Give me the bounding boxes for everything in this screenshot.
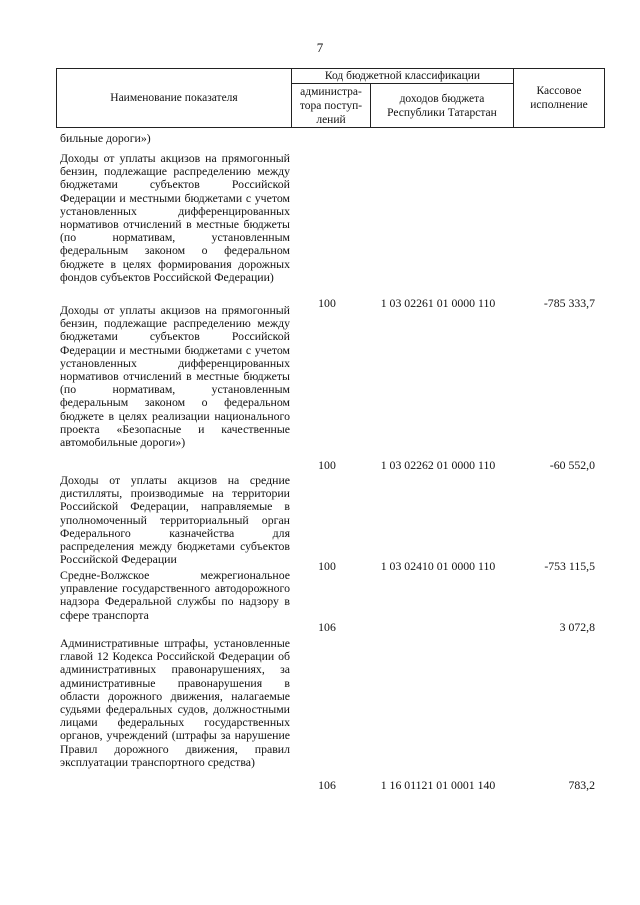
row-admin-code: 100 [318, 458, 336, 472]
table-row [60, 304, 605, 474]
header-indicator-name: Наименование показателя [57, 69, 292, 128]
row-description: Доходы от уплаты акцизов на прямогонный бензин, подлежащие распределению между бюджетами субъектов Российской Федерации и местными бюджетами с учетом установленных дифференцированных нормативов отчислений в местные бюджеты (по нормативам, установленным федеральным законом о федеральном бюджете в целях формирования дорожных фондов субъектов Российской Федерации) [60, 151, 290, 284]
table-header [56, 68, 605, 128]
row-description: Доходы от уплаты акцизов на прямогонный бензин, подлежащие распределению между бюджетами субъектов Российской Федерации и местными бюджетами с учетом установленных дифференцированных нормативов отчислений в местные бюджеты (по нормативам, установленным федеральным законом о федеральном бюджете в целях реализации национального проекта «Безопасные и качественные автомобильные дороги») [60, 303, 290, 450]
header-revenue: доходов бюджета Республики Татарстан [371, 84, 514, 128]
page-number: 7 [316, 40, 324, 55]
row-budget-code: 1 03 02410 01 0000 110 [380, 559, 496, 573]
header-admin: администра-тора поступ-лений [292, 84, 371, 128]
row-admin-code: 106 [318, 620, 336, 634]
table-row [60, 473, 605, 573]
table-row [60, 568, 605, 634]
row-description: Доходы от уплаты акцизов на средние дистилляты, производимые на территории Российской Федерации, направляемые в уполномоченный территориальный орган Федерального казначейства для распределения между бюджетами субъектов Российской Федерации [60, 473, 290, 567]
header-cash-execution: Кассовое исполнение [514, 69, 605, 128]
row-amount: 783,2 [568, 778, 595, 792]
row-amount: 3 072,8 [559, 620, 595, 634]
row-description: Средне-Волжское межрегиональное управление государственного автодорожного надзора Федеральной службы по надзору в сфере транспорта [60, 568, 290, 622]
table-row [60, 637, 605, 807]
row-description: бильные дороги») [60, 131, 151, 145]
row-budget-code: 1 03 02262 01 0000 110 [380, 458, 496, 472]
row-budget-code: 1 16 01121 01 0001 140 [380, 778, 496, 792]
row-amount: -753 115,5 [544, 559, 595, 573]
row-amount: -60 552,0 [549, 458, 595, 472]
row-admin-code: 100 [318, 296, 336, 310]
row-description: Административные штрафы, установленные главой 12 Кодекса Российской Федерации об административных правонарушениях, за административные правонарушения в области дорожного движения, налагаемые судьями федеральных судов, должностными лицами федеральных государственных органов, учреждений (штрафы за нарушение Правил дорожного движения, правил эксплуатации транспортного средства) [60, 636, 290, 769]
header-budget-code-group: Код бюджетной классификации [292, 69, 514, 84]
row-budget-code: 1 03 02261 01 0000 110 [380, 296, 496, 310]
row-amount: -785 333,7 [543, 296, 595, 310]
row-admin-code: 106 [318, 778, 336, 792]
table-row [60, 152, 605, 310]
row-admin-code: 100 [318, 559, 336, 573]
